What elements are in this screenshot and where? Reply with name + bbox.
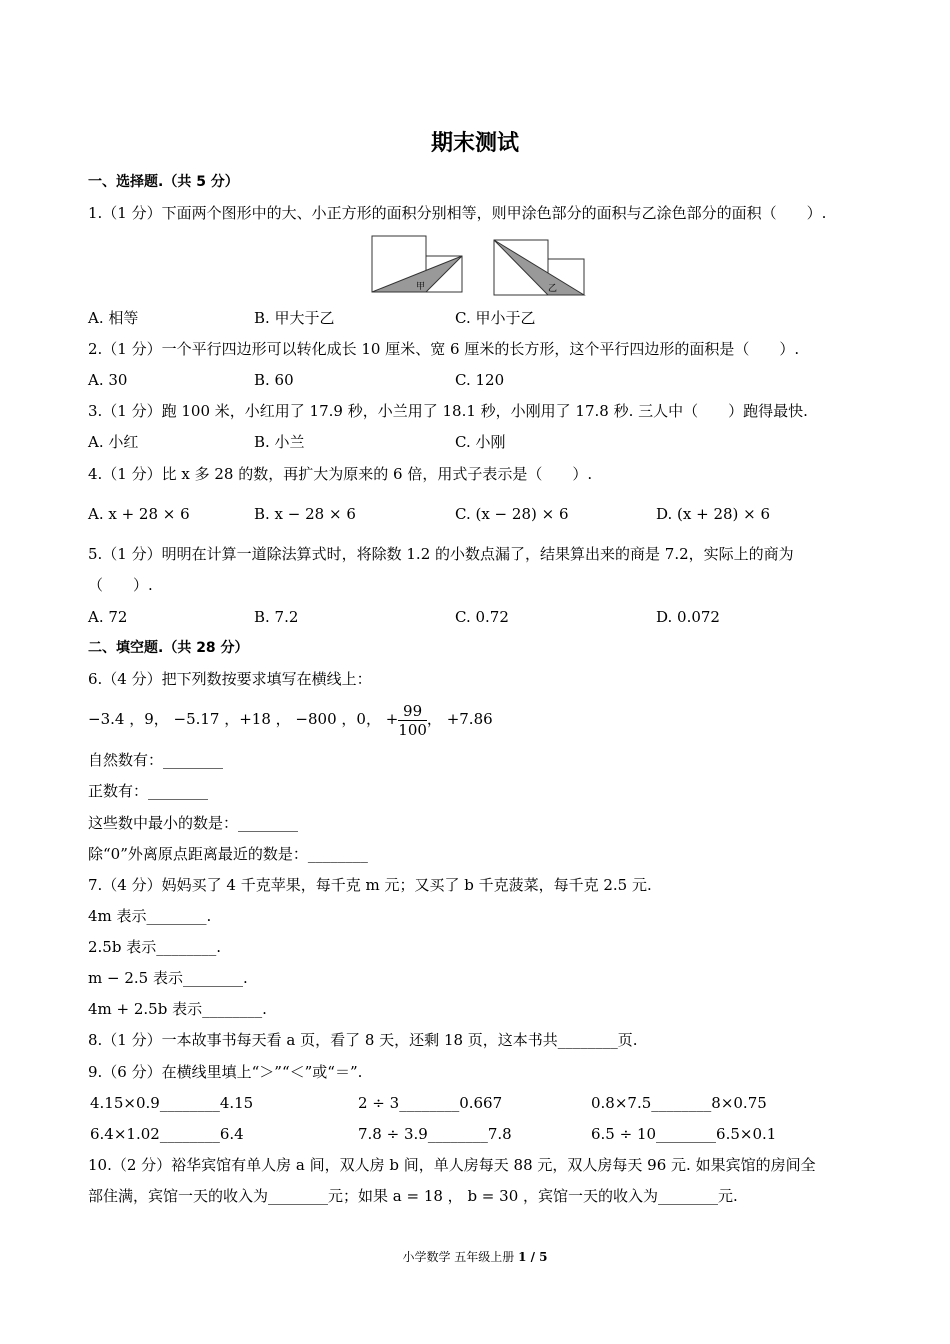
question-10-text-line2[interactable]: 部住满，宾馆一天的收入为________元；如果 a = 18 ， b = 30 ，宾馆一天的收入为________元. bbox=[88, 1187, 738, 1205]
q9-row2-item2[interactable]: 7.8 ÷ 3.9________7.8 bbox=[358, 1125, 512, 1143]
q7-item-1[interactable]: 4m 表示________. bbox=[88, 907, 212, 925]
q6-fraction-numerator: 99 bbox=[403, 701, 423, 720]
question-9-text: 9.（6 分）在横线里填上“＞”“＜”或“＝”. bbox=[88, 1063, 363, 1081]
page-footer bbox=[0, 1248, 950, 1265]
section-1-heading: 一、选择题.（共 5 分） bbox=[88, 174, 239, 190]
figure-yi bbox=[492, 238, 587, 300]
q6-blank-positive[interactable]: 正数有：________ bbox=[88, 782, 209, 800]
q5-option-b[interactable]: B. 7.2 bbox=[254, 608, 299, 626]
q6-blank-closest[interactable]: 除“0”外离原点距离最近的数是：________ bbox=[88, 845, 368, 863]
question-4-text: 4.（1 分）比 x 多 28 的数，再扩大为原来的 6 倍，用式子表示是（ ）. bbox=[88, 465, 593, 483]
q2-option-a[interactable]: A. 30 bbox=[88, 371, 128, 389]
q5-option-a[interactable]: A. 72 bbox=[88, 608, 128, 626]
q4-option-d[interactable]: D. (x + 28) × 6 bbox=[656, 505, 771, 523]
q6-blank-smallest[interactable]: 这些数中最小的数是：________ bbox=[88, 814, 299, 832]
page-title: 期末测试 bbox=[430, 131, 519, 156]
question-5-text-line2: （ ）. bbox=[88, 576, 153, 594]
q4-option-c[interactable]: C. (x − 28) × 6 bbox=[455, 505, 569, 523]
question-2-text: 2.（1 分）一个平行四边形可以转化成长 10 厘米、宽 6 厘米的长方形，这个平行四边形的面积是（ ）. bbox=[88, 340, 800, 358]
q7-item-3[interactable]: m − 2.5 表示________. bbox=[88, 969, 248, 987]
question-5-text-line1: 5.（1 分）明明在计算一道除法算式时，将除数 1.2 的小数点漏了，结果算出来的商是 7.2，实际上的商为 bbox=[88, 545, 794, 563]
q6-numbers-before: −3.4 ，9， −5.17 ，+18 ， −800 ，0， + bbox=[88, 710, 399, 728]
page-number: 1 / 5 bbox=[518, 1250, 548, 1264]
section-2-heading: 二、填空题.（共 28 分） bbox=[88, 640, 249, 656]
q1-option-a[interactable]: A. 相等 bbox=[88, 309, 139, 327]
figure-yi-label: 乙 bbox=[548, 284, 558, 294]
question-1-text: 1.（1 分）下面两个图形中的大、小正方形的面积分别相等，则甲涂色部分的面积与乙涂色部分的面积（ ）. bbox=[88, 204, 827, 222]
q2-option-b[interactable]: B. 60 bbox=[254, 371, 294, 389]
q9-row1-item2[interactable]: 2 ÷ 3________0.667 bbox=[358, 1094, 503, 1112]
q9-row1-item3[interactable]: 0.8×7.5________8×0.75 bbox=[591, 1094, 767, 1112]
q6-fraction-denominator: 100 bbox=[398, 720, 427, 739]
figure-jia-label: 甲 bbox=[416, 282, 426, 292]
q6-fraction bbox=[398, 702, 427, 739]
q1-option-c[interactable]: C. 甲小于乙 bbox=[455, 309, 536, 327]
q5-option-c[interactable]: C. 0.72 bbox=[455, 608, 509, 626]
q9-row2-item3[interactable]: 6.5 ÷ 10________6.5×0.1 bbox=[591, 1125, 777, 1143]
question-10-text-line1: 10.（2 分）裕华宾馆有单人房 a 间，双人房 b 间，单人房每天 88 元，双人房每天 96 元. 如果宾馆的房间全 bbox=[88, 1156, 816, 1174]
q1-option-b[interactable]: B. 甲大于乙 bbox=[254, 309, 335, 327]
q3-option-a[interactable]: A. 小红 bbox=[88, 433, 139, 451]
q7-item-4[interactable]: 4m + 2.5b 表示________. bbox=[88, 1000, 267, 1018]
q2-option-c[interactable]: C. 120 bbox=[455, 371, 505, 389]
q6-number-list bbox=[88, 700, 493, 739]
q4-option-a[interactable]: A. x + 28 × 6 bbox=[88, 505, 190, 523]
q4-option-b[interactable]: B. x − 28 × 6 bbox=[254, 505, 356, 523]
question-6-text: 6.（4 分）把下列数按要求填写在横线上： bbox=[88, 670, 372, 688]
question-8-text[interactable]: 8.（1 分）一本故事书每天看 a 页，看了 8 天，还剩 18 页，这本书共________页. bbox=[88, 1031, 638, 1049]
figure-jia bbox=[370, 234, 465, 296]
footer-text: 小学数学 五年级上册 bbox=[402, 1250, 519, 1264]
question-3-text: 3.（1 分）跑 100 米，小红用了 17.9 秒，小兰用了 18.1 秒，小刚用了 17.8 秒. 三人中（ ）跑得最快. bbox=[88, 402, 808, 420]
q3-option-c[interactable]: C. 小刚 bbox=[455, 433, 506, 451]
q6-blank-natural[interactable]: 自然数有：________ bbox=[88, 751, 224, 769]
q3-option-b[interactable]: B. 小兰 bbox=[254, 433, 305, 451]
q5-option-d[interactable]: D. 0.072 bbox=[656, 608, 720, 626]
question-7-text: 7.（4 分）妈妈买了 4 千克苹果，每千克 m 元；又买了 b 千克菠菜，每千克 2.5 元. bbox=[88, 876, 652, 894]
q9-row2-item1[interactable]: 6.4×1.02________6.4 bbox=[90, 1125, 244, 1143]
q6-numbers-after: ， +7.86 bbox=[426, 710, 493, 728]
q7-item-2[interactable]: 2.5b 表示________. bbox=[88, 938, 221, 956]
q9-row1-item1[interactable]: 4.15×0.9________4.15 bbox=[90, 1094, 254, 1112]
